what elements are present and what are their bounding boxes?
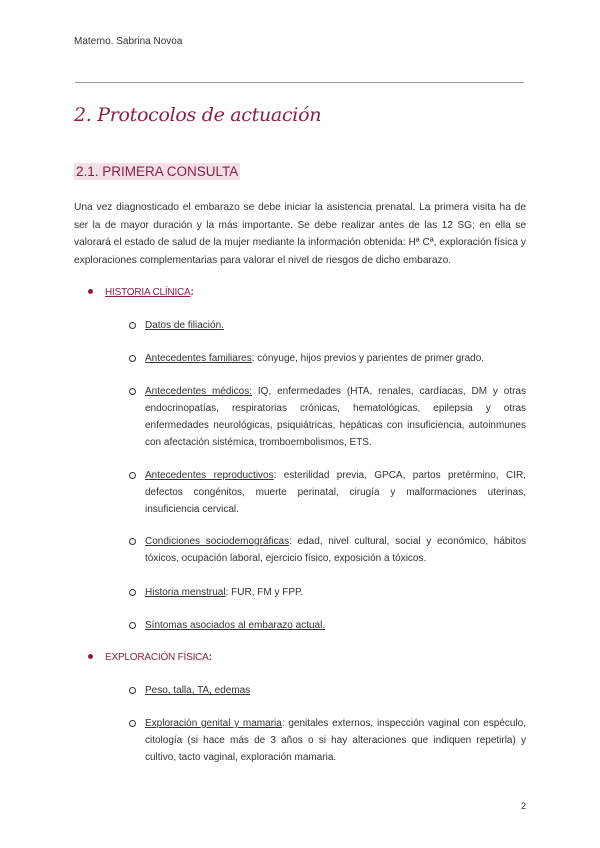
list-item [129,715,526,766]
header-author: Materno. Sabrina Novoa [74,36,183,47]
list-item [129,350,526,367]
circle-bullet-icon [129,472,136,479]
circle-bullet-icon [129,538,136,545]
list-item [129,467,526,518]
circle-bullet-icon [129,622,136,629]
bullet-label: HISTORIA CLÍNICA [105,287,191,298]
page-title: 2. Protocolos de actuación [74,104,322,126]
bullet-suffix: : [208,652,212,663]
item-label: Antecedentes familiares [145,353,252,364]
item-label: Condiciones sociodemográficas [145,536,290,547]
list-item [129,383,526,451]
item-text: : esterilidad previa, GPCA, partos pretérmino, CIR, defectos congénitos, muerte perinatal, cirugía y malformaciones uterinas, insuficiencia cervical. [145,470,526,515]
circle-bullet-icon [129,322,136,329]
list-item [129,584,526,601]
list-item [129,533,526,567]
bullet-historia-clinica [88,287,194,298]
list-item [129,617,526,634]
section-heading: 2.1. PRIMERA CONSULTA [76,164,239,179]
bullet-dot-icon [88,289,93,294]
item-label: Síntomas asociados al embarazo actual. [145,620,326,631]
bullet-exploracion-fisica [88,652,212,663]
intro-paragraph: Una vez diagnosticado el embarazo se debe iniciar la asistencia prenatal. La primera visita ha de ser la de mayor duración y la más importante. Se debe realizar antes de las 12 SG; en ella se valorará el estado de salud de la mujer mediante la información obtenida: Hª Cª, exploración física y exploraciones complementarias para valorar el nivel de riesgos de dicho embarazo. [74,202,526,266]
circle-bullet-icon [129,355,136,362]
page-number: 2 [521,801,527,811]
item-label: Datos de filiación. [145,320,224,331]
item-text: : edad, nivel cultural, social y económico, hábitos tóxicos, ocupación laboral, ejercicio físico, exposición a tóxicos. [145,536,526,564]
item-text: : genitales externos, inspección vaginal con espéculo, citología (si hace más de 3 años o si hay alteraciones que indiquen repetirla) y cultivo, tacto vaginal, exploración mamaria. [145,718,527,763]
list-item [129,317,526,334]
item-text: : FUR, FM y FPP. [225,587,304,598]
item-label: Historia menstrual [145,587,226,598]
circle-bullet-icon [129,720,136,727]
item-text: : cónyuge, hijos previos y parientes de primer grado. [251,353,485,364]
list-item [129,682,526,699]
item-label: Peso, talla, TA, edemas [145,685,251,696]
item-label: Exploración genital y mamaria [145,718,282,729]
bullet-label: EXPLORACIÓN FÍSICA [105,652,209,663]
bullet-dot-icon [88,654,93,659]
circle-bullet-icon [129,589,136,596]
item-label: Antecedentes reproductivos [145,470,274,481]
item-label: Antecedentes médicos: [145,386,253,397]
header-divider [75,82,524,83]
item-text: IQ, enfermedades (HTA, renales, cardíacas, DM y otras endocrinopatías, respiratorias crónicas, hematológicas, epilepsia y otras enfermedades neurológicas, psiquiátricas, hepáticas con insuficiencia, autoinmunes con afectación sistémica, tromboembolismos, ETS. [145,386,526,448]
circle-bullet-icon [129,388,136,395]
circle-bullet-icon [129,687,136,694]
bullet-suffix: : [190,287,194,298]
